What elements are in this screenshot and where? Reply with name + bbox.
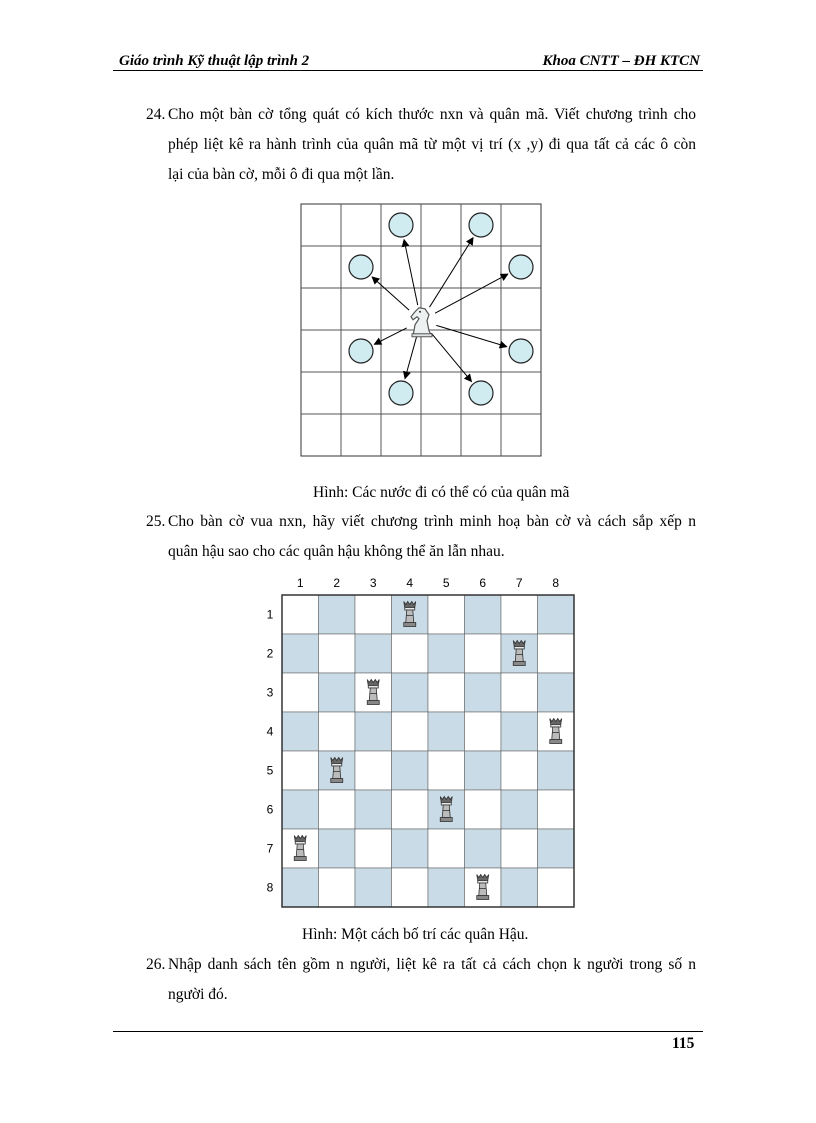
board-square [428,673,465,712]
board-square [538,868,575,907]
page-number: 115 [672,1035,695,1052]
question-text-line: quân hậu sao cho các quân hậu không thể ăn lẫn nhau. [168,543,505,560]
board-square [465,673,502,712]
knight-moves-diagram [298,201,544,461]
row-label: 1 [266,607,274,622]
board-square [392,868,429,907]
board-square [355,595,392,634]
board-square [501,829,538,868]
row-label: 7 [266,841,274,856]
question-number: 24. [146,106,166,123]
target-circle [509,255,533,279]
row-label: 6 [266,802,274,817]
queen-base [294,857,306,861]
queen-body [442,805,450,818]
queen-base [513,662,525,666]
board-square [282,634,319,673]
footer-divider [113,1031,703,1032]
row-label: 4 [266,724,274,739]
board-square [392,673,429,712]
queen-body [479,883,487,896]
board-square [282,712,319,751]
page-header [113,53,703,71]
queen-body [515,649,523,662]
column-label: 1 [296,576,304,590]
board-square [355,634,392,673]
board-square [538,595,575,634]
board-square [428,634,465,673]
queen-base [404,623,416,627]
question-26 [146,950,696,1010]
column-label: 6 [479,576,487,590]
board-square [355,790,392,829]
board-square [319,634,356,673]
board-square [538,673,575,712]
column-label: 2 [333,576,341,590]
board-square [465,634,502,673]
queen-body [406,610,414,623]
board-square [282,868,319,907]
board-square [392,712,429,751]
board-square [465,751,502,790]
column-label: 5 [442,576,450,590]
board-square [428,595,465,634]
queen-base [440,818,452,822]
header-divider [113,70,703,71]
board-square [282,790,319,829]
board-square [319,790,356,829]
column-label: 4 [406,576,414,590]
question-text-line: Cho một bàn cờ tổng quát có kích thước nxn và quân mã. Viết chương trình cho [168,106,696,123]
figure-caption: Hình: Các nước đi có thể có của quân mã [313,484,570,501]
board-square [428,829,465,868]
row-label: 5 [266,763,274,778]
board-square [501,790,538,829]
board-square [465,790,502,829]
column-label: 7 [515,576,523,590]
queen-base [331,779,343,783]
board-square [282,751,319,790]
board-square [319,712,356,751]
question-number: 26. [146,956,166,973]
figure-caption: Hình: Một cách bố trí các quân Hậu. [302,926,529,943]
board-square [355,751,392,790]
board-square [355,868,392,907]
board-square [392,790,429,829]
board-square [428,868,465,907]
board-square [538,790,575,829]
queen-base [367,701,379,705]
knight-base [412,334,432,337]
board-square [355,829,392,868]
board-square [465,595,502,634]
target-circle [509,339,533,363]
question-text-line: Cho bàn cờ vua nxn, hãy viết chương trình minh hoạ bàn cờ và cách sắp xếp n [168,513,696,530]
knight-eye [419,311,421,313]
board-square [392,634,429,673]
target-circle [349,339,373,363]
board-square [282,595,319,634]
question-text-line: lại của bàn cờ, mỗi ô đi qua một lần. [168,166,395,183]
question-25 [146,507,696,567]
board-square [501,595,538,634]
board-square [282,673,319,712]
row-label: 8 [266,880,274,895]
board-square [428,712,465,751]
question-text-line: phép liệt kê ra hành trình của quân mã từ một vị trí (x ,y) đi qua tất cả các ô còn [168,136,696,153]
board-square [501,751,538,790]
board-square [319,868,356,907]
queen-body [296,844,304,857]
column-label: 8 [552,576,560,590]
board-square [501,712,538,751]
board-square [501,673,538,712]
question-number: 25. [146,513,166,530]
board-square [392,751,429,790]
book-title: Giáo trình Kỹ thuật lập trình 2 [119,53,310,69]
target-circle [389,213,413,237]
board-square [319,829,356,868]
queen-body [333,766,341,779]
board-square [392,829,429,868]
queen-base [477,896,489,900]
target-circle [389,381,413,405]
board-square [428,751,465,790]
row-label: 2 [266,646,274,661]
board-squares [282,595,574,907]
board-square [538,634,575,673]
board-square [465,712,502,751]
board-square [465,829,502,868]
queen-body [369,688,377,701]
department-name: Khoa CNTT – ĐH KTCN [542,53,700,69]
row-label: 3 [266,685,274,700]
board-square [538,829,575,868]
target-circle [349,255,373,279]
question-text-line: Nhập danh sách tên gồm n người, liệt kê ra tất cả cách chọn k người trong số n [168,956,696,973]
column-label: 3 [369,576,377,590]
queen-base [550,740,562,744]
eight-queens-diagram [262,574,578,914]
board-square [319,673,356,712]
question-24 [146,100,696,190]
board-square [538,751,575,790]
target-circle [469,381,493,405]
board-square [355,712,392,751]
queen-body [552,727,560,740]
board-square [501,868,538,907]
question-text-line: người đó. [168,986,228,1003]
board-square [319,595,356,634]
target-circle [469,213,493,237]
